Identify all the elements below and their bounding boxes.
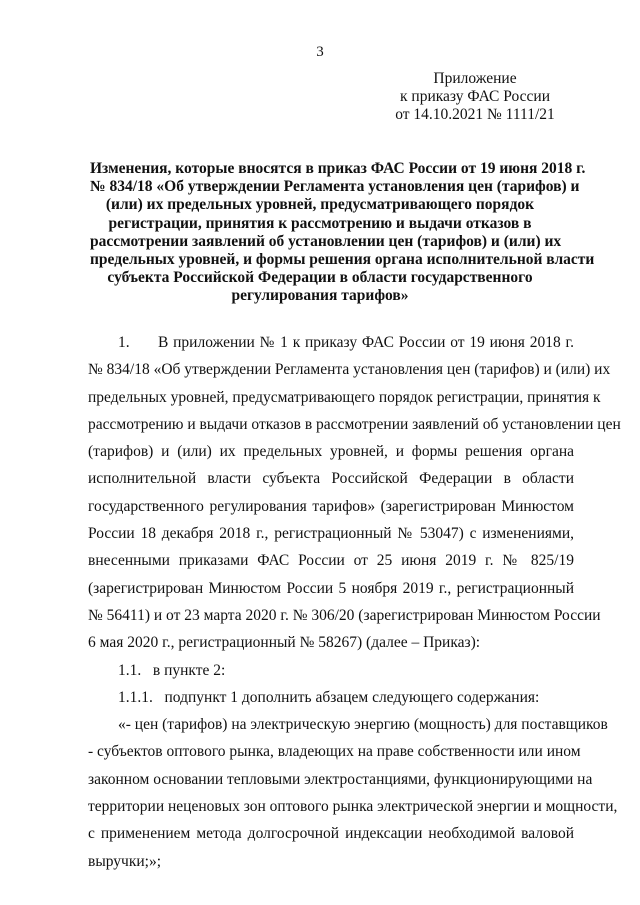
quote-line: выручки;»; bbox=[88, 852, 162, 870]
appendix-line: Приложение bbox=[433, 70, 517, 87]
paragraph-line: 6 мая 2020 г., регистрационный № 58267) (далее – Приказ): bbox=[88, 634, 481, 652]
title-line: Изменения, которые вносятся в приказ ФАС России от 19 июня 2018 г. bbox=[90, 160, 586, 177]
paragraph-number: 1. bbox=[118, 334, 130, 351]
appendix-header bbox=[380, 70, 570, 124]
title-line: рассмотрении заявлений об установлении цен (тарифов) и (или) их bbox=[90, 232, 562, 250]
title-line: регулирования тарифов» bbox=[231, 287, 409, 305]
paragraph-line: рассмотрению и выдачи отказов в рассмотрении заявлений об установлении цен bbox=[88, 415, 621, 433]
item-1-1: 1.1. в пункте 2: bbox=[118, 661, 226, 679]
paragraph-line: № 834/18 «Об утверждении Регламента установления цен (тарифов) и (или) их bbox=[88, 361, 611, 379]
quote-line bbox=[88, 711, 608, 738]
paragraph-text: В приложении № 1 к приказу ФАС России от 19 июня 2018 г. bbox=[158, 334, 574, 351]
appendix-line: от 14.10.2021 № 1111/21 bbox=[395, 106, 555, 123]
paragraph-line: (тарифов) и (или) их предельных уровней, и формы решения органа bbox=[88, 443, 574, 461]
title-line: предельных уровней, и формы решения органа исполнительной власти bbox=[90, 251, 595, 269]
paragraph-line: внесенными приказами ФАС России от 25 июня 2019 г. № 825/19 bbox=[88, 552, 574, 570]
appendix-line: к приказу ФАС России bbox=[400, 88, 550, 105]
quote-line: - субъектов оптового рынка, владеющих на праве собственности или ином bbox=[88, 743, 581, 761]
title-line: № 834/18 «Об утверждении Регламента установления цен (тарифов) и bbox=[90, 178, 580, 196]
quote-line: территории неценовых зон оптового рынка электрической энергии и мощности, bbox=[88, 798, 618, 816]
paragraph-line: предельных уровней, предусматривающего порядок регистрации, принятия к bbox=[88, 388, 601, 406]
paragraph-line: государственного регулирования тарифов» (зарегистрирован Минюстом bbox=[88, 497, 574, 515]
quote-line: законном основании тепловыми электростанциями, функционирующими на bbox=[88, 770, 593, 788]
item-1-1-1: 1.1.1. подпункт 1 дополнить абзацем следующего содержания: bbox=[118, 688, 540, 706]
paragraph-line: № 56411) и от 23 марта 2020 г. № 306/20 (зарегистрирован Минюстом России bbox=[88, 606, 601, 624]
title-line: (или) их предельных уровней, предусматривающего порядок bbox=[105, 196, 535, 214]
paragraph-1 bbox=[88, 329, 621, 657]
paragraph-line bbox=[88, 329, 574, 356]
quote-line: с применением метода долгосрочной индексации необходимой валовой bbox=[88, 825, 574, 843]
document-title bbox=[90, 160, 595, 306]
title-line: субъекта Российской Федерации в области государственного bbox=[107, 269, 533, 287]
quoted-amendment bbox=[88, 711, 618, 875]
quote-text: «- цен (тарифов) на электрическую энергию (мощность) для поставщиков bbox=[118, 716, 608, 734]
paragraph-line: исполнительной власти субъекта Российской Федерации в области bbox=[88, 470, 574, 488]
page-number: 3 bbox=[316, 44, 324, 60]
title-line: регистрации, принятия к рассмотрению и выдачи отказов в bbox=[108, 214, 532, 232]
paragraph-line: России 18 декабря 2018 г., регистрационный № 53047) с изменениями, bbox=[88, 525, 574, 543]
paragraph-line: (зарегистрирован Минюстом России 5 ноября 2019 г., регистрационный bbox=[88, 579, 574, 597]
document-body bbox=[88, 329, 621, 875]
